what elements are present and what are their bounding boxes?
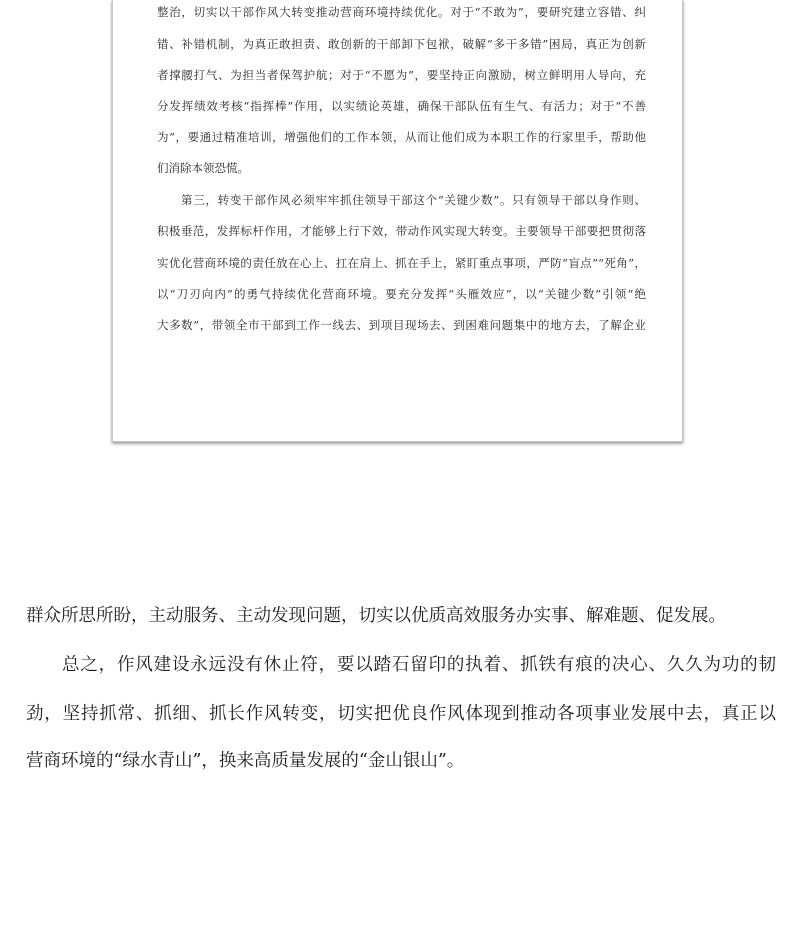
card-paragraph-line: 者撑腰打气、为担当者保驾护航；对于“不愿为”，要坚持正向激励，树立鲜明用人导向，充 [157,68,646,82]
body-paragraph-line: 总之，作风建设永远没有休止符，要以踏石留印的执着、抓铁有痕的决心、久久为功的韧 [62,655,776,675]
body-paragraph-line: 劲，坚持抓常、抓细、抓长作风转变，切实把优良作风体现到推动各项事业发展中去，真正以 [26,704,776,724]
card-paragraph-line: 以“刀刃向内”的勇气持续优化营商环境。要充分发挥“头雁效应”，以“关键少数”引领“绝 [157,287,646,301]
body-paragraph-line: 群众所思所盼，主动服务、主动发现问题，切实以优质高效服务办实事、解难题、促发展。 [26,606,726,626]
document-page-preview [112,0,683,442]
card-paragraph-line: 错、补错机制，为真正敢担责、敢创新的干部卸下包袱，破解“多干多错”困局，真正为创新 [157,37,646,51]
card-paragraph-line: 为”，要通过精准培训，增强他们的工作本领，从而让他们成为本职工作的行家里手，帮助他 [157,130,646,144]
body-paragraph-line: 营商环境的“绿水青山”，换来高质量发展的“金山银山”。 [26,751,465,771]
card-paragraph-line: 大多数”，带领全市干部到工作一线去、到项目现场去、到困难问题集中的地方去，了解企业 [157,318,646,332]
card-paragraph-line: 积极垂范，发挥标杆作用，才能够上行下效，带动作风实现大转变。主要领导干部要把贯彻落 [157,224,646,238]
card-paragraph-line: 实优化营商环境的责任放在心上、扛在肩上、抓在手上，紧盯重点事项，严防“盲点”“死角”， [157,256,646,270]
card-paragraph-line: 第三，转变干部作风必须牢牢抓住领导干部这个“关键少数”。只有领导干部以身作则、 [181,193,646,207]
card-paragraph-line: 整治，切实以干部作风大转变推动营商环境持续优化。对于“不敢为”，要研究建立容错、纠 [157,5,646,19]
card-paragraph-line: 分发挥绩效考核“指挥棒”作用，以实绩论英雄，确保干部队伍有生气、有活力；对于“不善 [157,99,646,113]
card-paragraph-line: 们消除本领恐慌。 [157,161,249,175]
